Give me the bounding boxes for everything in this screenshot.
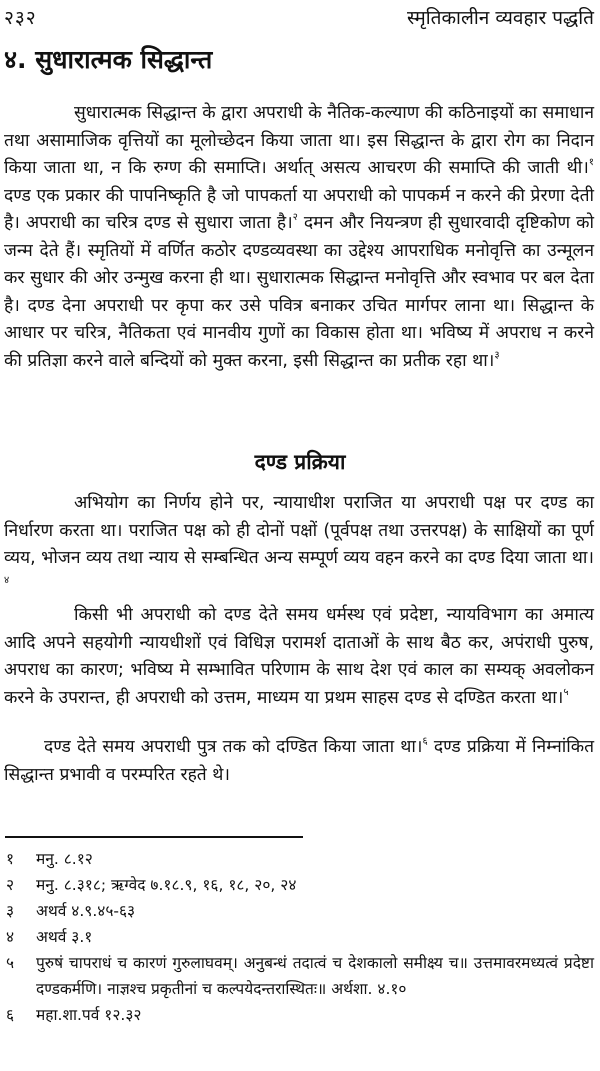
footnotes (6, 846, 594, 1028)
paragraph-reformative-theory (4, 100, 594, 375)
footnote-ref[interactable]: २ (292, 212, 298, 223)
paragraph-sentencing (4, 602, 594, 712)
footnote-ref[interactable]: ५ (563, 686, 569, 698)
footnote-text: मनु. ८.१२ (36, 850, 93, 868)
running-title: स्मृतिकालीन व्यवहार पद्धति (406, 7, 594, 29)
footnote-number: ३ (6, 902, 15, 920)
paragraph-text: दण्ड एक प्रकार की पापनिष्कृति है जो पापकर्ता या अपराधी को पापकर्म न करने की प्रेरणा देती है। अपराधी का चरित्र दण्ड से सुधारा जाता है। (4, 185, 594, 233)
footnote-item (6, 924, 594, 950)
footnote-number: १ (6, 850, 15, 868)
paragraph (4, 100, 594, 375)
footnote-ref[interactable]: ४ (4, 574, 10, 586)
section-heading: ४. सुधारात्मक सिद्धान्त (4, 45, 213, 74)
footnote-text: महा.शा.पर्व १२.३२ (36, 1006, 142, 1024)
paragraph-text: दण्ड प्रक्रिया में निम्नांकित सिद्धान्त प्रभावी व परम्परित रहते थे। (4, 737, 594, 785)
paragraph-judgement (4, 490, 594, 600)
paragraph (4, 490, 594, 600)
footnote-text: पुरुषं चापराधं च कारणं गुरुलाघवम्। अनुबन्धं तदात्वं च देशकालो समीक्ष्य च॥ उत्तमावरमध्यत्वं प्रदेष्टा दण्डकर्मणि। नाज्ञश्च प्रकृतीनां च कल्पयेदन्तरास्थितः॥ अर्थशा. ४.१० (36, 954, 594, 998)
footnote-item (6, 872, 594, 898)
paragraph-text: दण्ड देते समय अपराधी पुत्र तक को दण्डित किया जाता था। (44, 737, 423, 757)
paragraph-text: दमन और नियन्त्रण ही सुधारवादी दृष्टिकोण को जन्म देते हैं। स्मृतियों में वर्णित कठोर दण्डव्यवस्था का उद्देश्य आपराधिक मनोवृत्ति का उन्मूलन कर सुधार की ओर उन्मुख करना ही था। सुधारात्मक सिद्धान्त मनोवृत्ति और स्वभाव पर बल देता है। दण्ड देना अपराधी पर कृपा कर उसे पवित्र बनाकर उचित मार्गपर लाना था। सिद्धान्त के आधार पर चरित्र, नैतिकता एवं मानवीय गुणों का विकास होता था। भविष्य में अपराध न करने की प्रतिज्ञा करने वाले बन्दियों को मुक्त करना, इसी सिद्धान्त का प्रतीक रहा था। (4, 213, 594, 371)
page-number: २३२ (4, 7, 37, 29)
paragraph-principles (4, 734, 594, 789)
footnote-number: ६ (6, 1006, 15, 1024)
subsection-heading: दण्ड प्रक्रिया (254, 450, 346, 474)
footnote-divider (5, 836, 303, 838)
footnote-ref[interactable]: ६ (422, 736, 428, 747)
footnote-item (6, 846, 594, 872)
page-header (4, 4, 594, 30)
footnote-number: २ (6, 876, 15, 894)
paragraph-text: किसी भी अपराधी को दण्ड देते समय धर्मस्थ एवं प्रदेष्टा, न्यायविभाग का अमात्य आदि अपने सहयोगी न्यायधीशों एवं विधिज्ञ परामर्श दाताओं के साथ बैठ कर, अपंराधी पुरुष, अपराध का कारण; भविष्य मे सम्भावित परिणाम के साथ देश एवं काल का सम्यक् अवलोकन करने के उपरान्त, ही अपराधी को उत्तम, माध्यम या प्रथम साहस दण्ड से दण्डित करता था। (4, 605, 594, 708)
footnote-text: अथर्व ३.१ (36, 928, 93, 946)
footnote-ref[interactable]: १ (588, 157, 594, 168)
footnote-item (6, 1002, 594, 1028)
paragraph (4, 734, 594, 789)
footnote-text: मनु. ८.३१८; ऋग्वेद ७.१८.९, १६, १८, २०, २४ (36, 876, 297, 894)
footnote-item (6, 898, 594, 924)
paragraph-text: अभियोग का निर्णय होने पर, न्यायाधीश पराजित या अपराधी पक्ष पर दण्ड का निर्धारण करता था। पराजित पक्ष को ही दोनों पक्षों (पूर्वपक्ष तथा उत्तरपक्ष) के साक्षियों का पूर्ण व्यय, भोजन व्यय तथा न्याय से सम्बन्धित अन्य सम्पूर्ण व्यय वहन करने का दण्ड दिया जाता था। (4, 493, 594, 568)
footnote-item (6, 950, 594, 1002)
footnote-number: ५ (6, 954, 15, 972)
footnote-ref[interactable]: ३ (494, 349, 500, 361)
paragraph (4, 602, 594, 712)
paragraph-text: सुधारात्मक सिद्धान्त के द्वारा अपराधी के नैतिक-कल्याण की कठिनाइयों का समाधान तथा असामाजिक वृत्तियों का मूलोच्छेदन किया जाता था। इस सिद्धान्त के द्वारा रोग का निदान किया जाता था, न कि रुग्ण की समाप्ति। अर्थात् असत्य आचरण की समाप्ति की जाती थी। (4, 103, 594, 178)
footnote-text: अथर्व ४.९.४५-६३ (36, 902, 136, 920)
footnote-number: ४ (6, 928, 15, 946)
